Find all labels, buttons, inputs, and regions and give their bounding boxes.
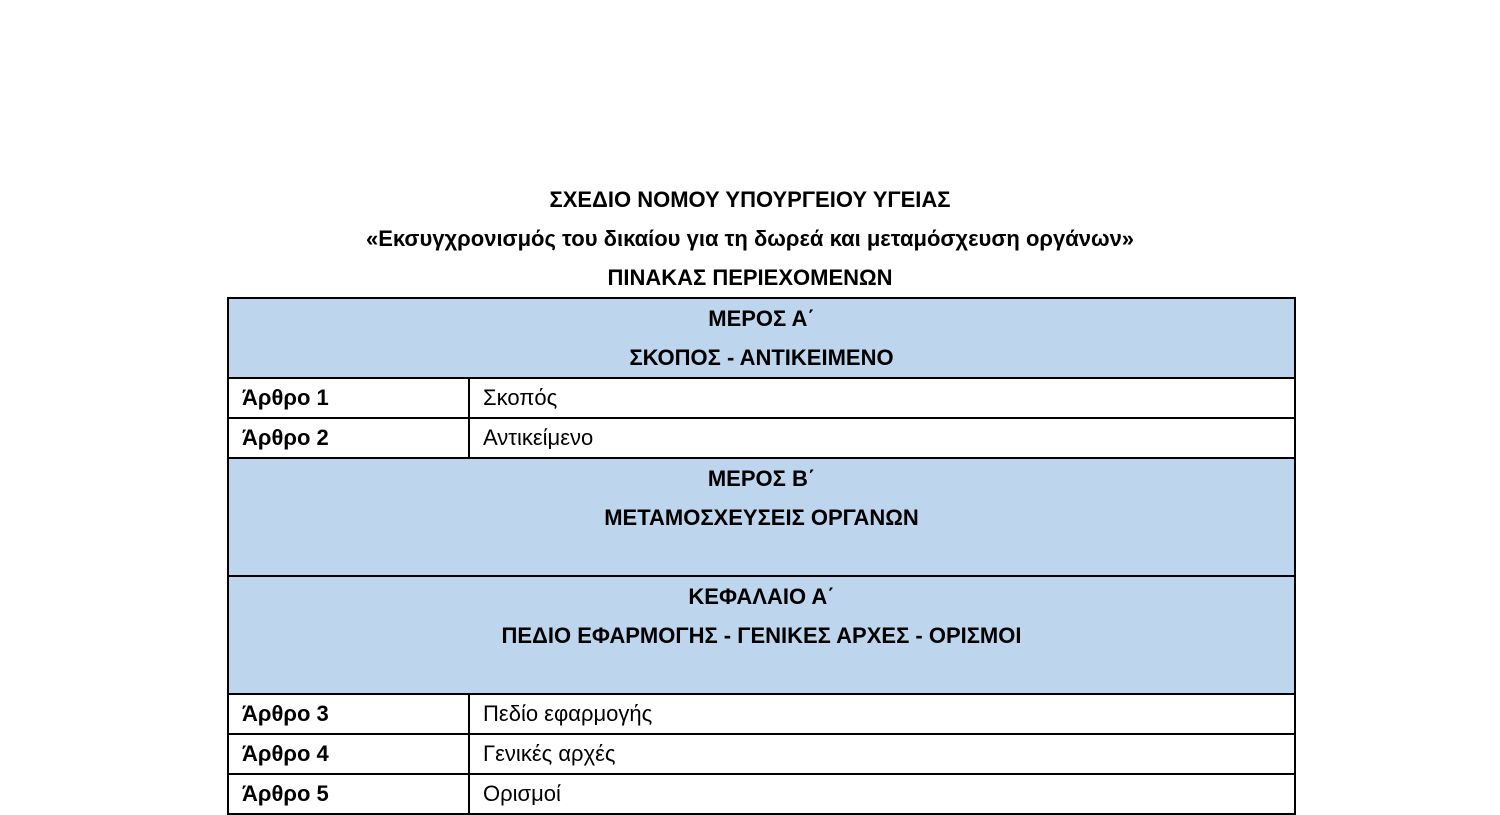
article-label: Άρθρο 4 [228, 734, 469, 774]
table-row [228, 774, 1295, 814]
table-row [228, 378, 1295, 418]
section-header-part-b [228, 458, 1295, 576]
section-heading: ΜΕΡΟΣ Α΄ [708, 306, 815, 331]
section-row-part-b [228, 458, 1295, 576]
section-heading: ΜΕΡΟΣ Β΄ [707, 466, 816, 491]
document-header [0, 180, 1500, 297]
table-row [228, 734, 1295, 774]
section-row-part-a [228, 298, 1295, 378]
section-subheading: ΣΚΟΠΟΣ - ΑΝΤΙΚΕΙΜΕΝΟ [629, 345, 894, 370]
table-row [228, 418, 1295, 458]
article-label: Άρθρο 1 [228, 378, 469, 418]
section-header-chapter-a [228, 576, 1295, 694]
article-label: Άρθρο 2 [228, 418, 469, 458]
section-header-part-a [228, 298, 1295, 378]
table-of-contents [227, 297, 1296, 815]
article-title: Αντικείμενο [469, 418, 1295, 458]
article-label: Άρθρο 5 [228, 774, 469, 814]
table-row [228, 694, 1295, 734]
bill-subtitle: «Εκσυγχρονισμός του δικαίου για τη δωρεά και μεταμόσχευση οργάνων» [365, 226, 1135, 251]
article-title: Ορισμοί [469, 774, 1295, 814]
section-row-chapter-a [228, 576, 1295, 694]
section-heading: ΚΕΦΑΛΑΙΟ Α΄ [688, 584, 835, 609]
section-subheading: ΠΕΔΙΟ ΕΦΑΡΜΟΓΗΣ - ΓΕΝΙΚΕΣ ΑΡΧΕΣ - ΟΡΙΣΜΟΙ [501, 623, 1022, 648]
article-label: Άρθρο 3 [228, 694, 469, 734]
section-subheading: ΜΕΤΑΜΟΣΧΕΥΣΕΙΣ ΟΡΓΑΝΩΝ [604, 505, 919, 530]
article-title: Πεδίο εφαρμογής [469, 694, 1295, 734]
toc-title: ΠΙΝΑΚΑΣ ΠΕΡΙΕΧΟΜΕΝΩΝ [607, 265, 893, 290]
bill-title: ΣΧΕΔΙΟ ΝΟΜΟΥ ΥΠΟΥΡΓΕΙΟΥ ΥΓΕΙΑΣ [549, 187, 951, 212]
article-title: Γενικές αρχές [469, 734, 1295, 774]
article-title: Σκοπός [469, 378, 1295, 418]
